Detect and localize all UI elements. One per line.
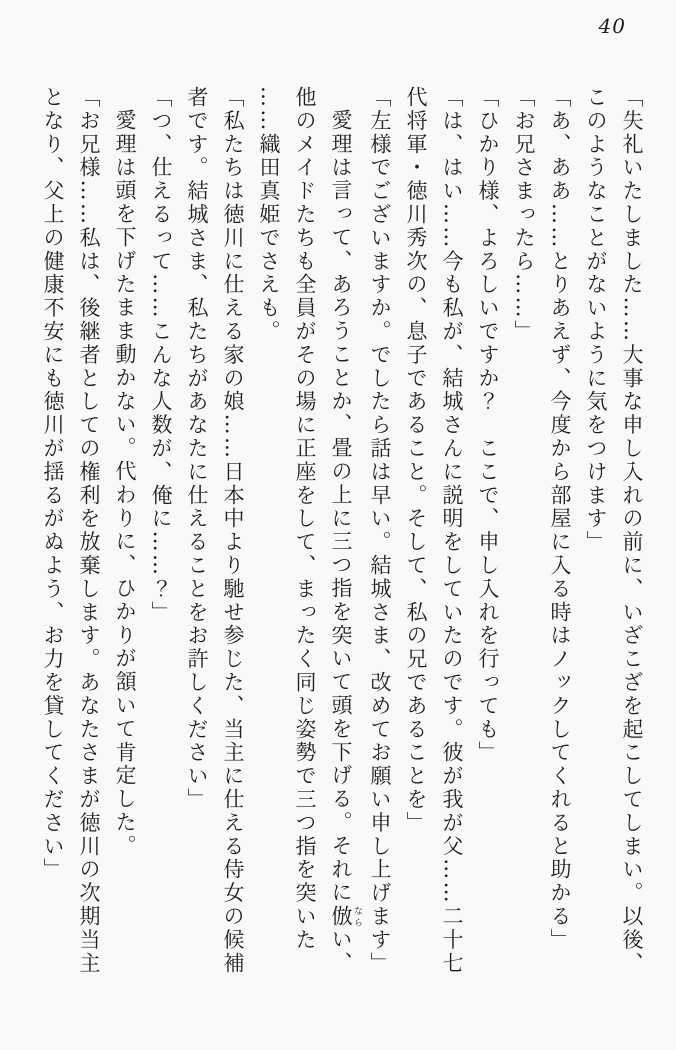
text-line: 愛理は頭を下げたまま動かない。代わりに、ひかりが頷いて肯定した。	[113, 109, 137, 858]
body-text	[35, 86, 650, 1034]
text-line: このようなことがないように気をつけます」	[584, 86, 608, 554]
text-line: 他のメイドたちも全員がその場に正座をして、まったく同じ姿勢で三つ指を突いた	[293, 86, 317, 952]
text-line: となり、父上の健康不安にも徳川が揺るがぬよう、お力を貸してください」	[41, 86, 65, 882]
text-line: 代将軍・徳川秀次の、息子であること。そして、私の兄であることを」	[404, 86, 428, 835]
text-line: 「つ、仕えるって……こんな人数が、俺に……？」	[149, 86, 173, 625]
text-line: 「は、はい……今も私が、結城さんに説明をしていたのです。彼が我が父……二十七	[440, 86, 464, 976]
furigana: なら	[352, 904, 362, 928]
ruby-annotated-word: 倣 なら	[329, 904, 362, 929]
text-line: ……織田真姫でさえも。	[257, 86, 281, 344]
text-line: 「ひかり様、よろしいですか？ ここで、申し入れを行っても」	[476, 86, 500, 765]
page-number: 40	[598, 14, 626, 38]
text-line: 者です。結城さま、私たちがあなたに仕えることをお許しください」	[185, 86, 209, 812]
text-line: 「お兄様……私は、後継者としての権利を放棄します。あなたさまが徳川の次期当主	[77, 86, 101, 976]
text-line: 「左様でございますか。でしたら話は早い。結城さま、改めてお願い申し上げます」	[368, 86, 392, 976]
text-line: 「失礼いたしました……大事な申し入れの前に、いざこざを起こしてしまい。以後、	[620, 86, 644, 976]
text-line: 「私たちは徳川に仕える家の娘……日本中より馳せ参じた、当主に仕える侍女の候補	[221, 86, 245, 976]
text-line: 「お兄さまったら……」	[512, 86, 536, 344]
text-line: 愛理は言って、あろうことか、畳の上に三つ指を突いて頭を下げる。それに倣 ならい、	[329, 109, 362, 975]
text-line: 「あ、ああ……とりあえず、今度から部屋に入る時はノックしてくれると助かる」	[548, 86, 572, 952]
